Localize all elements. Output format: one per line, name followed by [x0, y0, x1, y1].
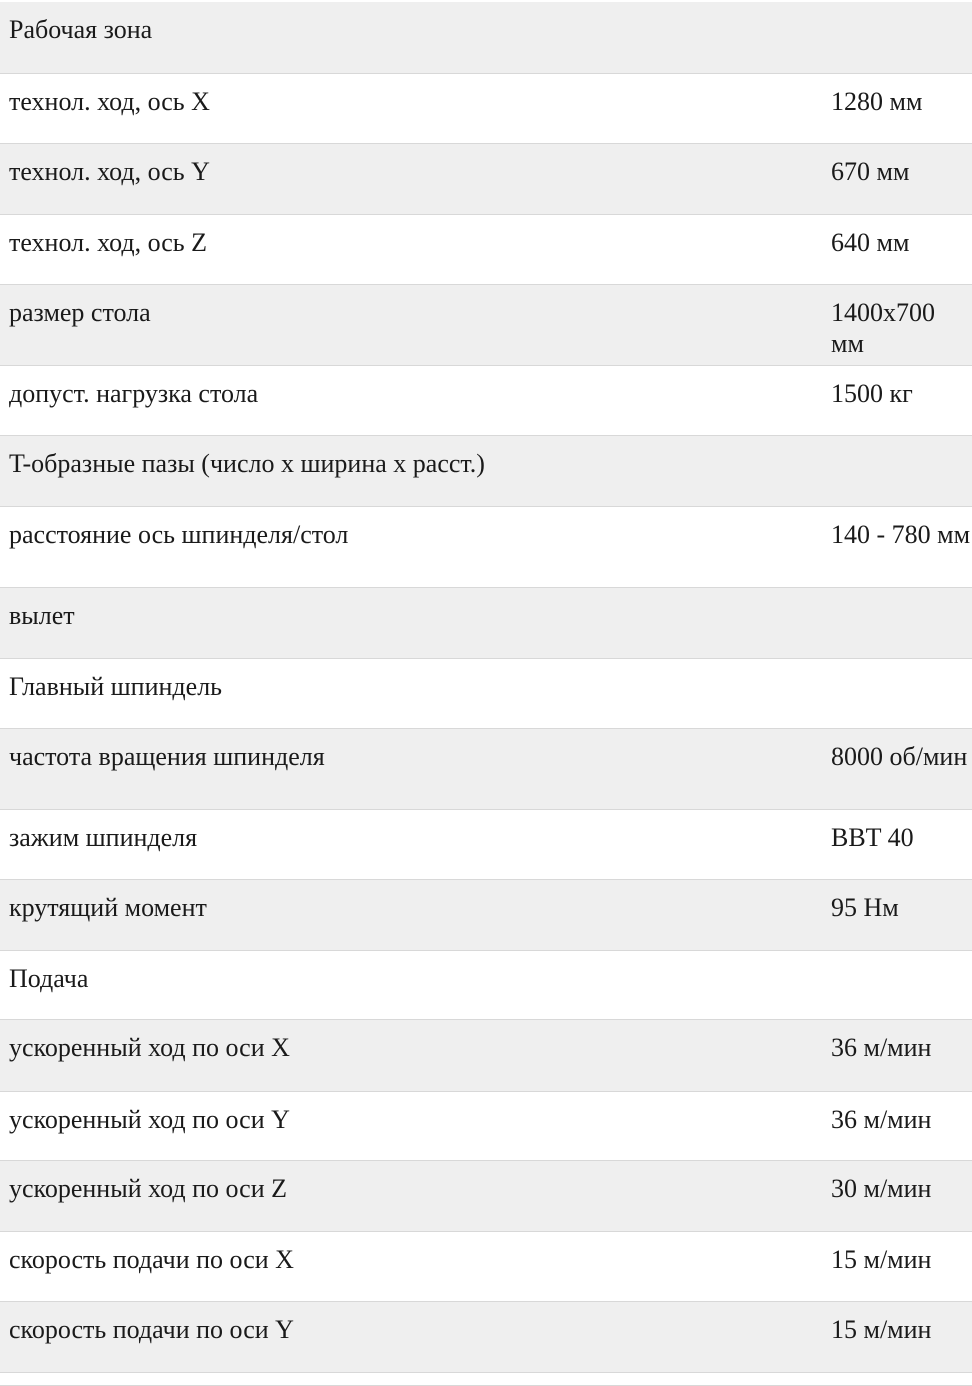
row-label: скорость подачи по оси X [9, 1244, 294, 1274]
row-value [831, 658, 972, 728]
row-value [831, 1372, 972, 1385]
row-label: вылет [9, 600, 75, 630]
spec-table [0, 2, 972, 1386]
row-label: допуст. нагрузка стола [9, 378, 259, 408]
row-label [0, 1372, 831, 1385]
row-label: Подача [9, 963, 89, 993]
row-value: 1500 кг [831, 378, 913, 408]
row-value [831, 950, 972, 1019]
row-label: крутящий момент [9, 892, 207, 922]
row-label: технол. ход, ось Z [9, 227, 208, 257]
table-row [0, 879, 972, 950]
row-value: 1400x700 мм [831, 297, 935, 358]
row-label: расстояние ось шпинделя/стол [9, 519, 349, 549]
table-row [0, 1372, 972, 1385]
table-row [0, 365, 972, 435]
row-value [831, 587, 972, 658]
row-value: 670 мм [831, 156, 910, 186]
row-value: 36 м/мин [831, 1032, 932, 1062]
row-label: ускоренный ход по оси X [9, 1032, 290, 1062]
row-value: 8000 об/мин [831, 741, 968, 771]
spec-table-body [0, 2, 972, 1385]
table-row [0, 809, 972, 879]
table-row [0, 284, 972, 365]
row-label: технол. ход, ось Y [9, 156, 210, 186]
row-label: T-образные пазы (число x ширина x расст.) [9, 448, 485, 478]
table-row [0, 1019, 972, 1091]
row-value [831, 2, 972, 73]
table-row [0, 1160, 972, 1231]
table-row [0, 950, 972, 1019]
row-value: BBT 40 [831, 822, 914, 852]
table-row [0, 73, 972, 143]
table-row [0, 1301, 972, 1372]
table-row [0, 214, 972, 284]
row-label: скорость подачи по оси Y [9, 1314, 294, 1344]
row-value: 15 м/мин [831, 1244, 932, 1274]
row-value: 95 Нм [831, 892, 899, 922]
table-row [0, 435, 972, 506]
row-label: ускоренный ход по оси Z [9, 1173, 287, 1203]
row-value: 30 м/мин [831, 1173, 932, 1203]
row-value: 640 мм [831, 227, 910, 257]
row-value: 1280 мм [831, 86, 923, 116]
table-row [0, 2, 972, 73]
row-label: размер стола [9, 297, 151, 327]
table-row [0, 143, 972, 214]
row-value: 15 м/мин [831, 1314, 932, 1344]
row-label: технол. ход, ось X [9, 86, 210, 116]
table-row [0, 658, 972, 728]
row-label: зажим шпинделя [9, 822, 198, 852]
table-row [0, 728, 972, 809]
row-value: 140 - 780 мм [831, 519, 971, 549]
table-row [0, 1231, 972, 1301]
row-label: Главный шпиндель [9, 671, 223, 701]
row-value [831, 435, 972, 506]
row-label: частота вращения шпинделя [9, 741, 325, 771]
table-row [0, 506, 972, 587]
row-label: Рабочая зона [9, 15, 153, 44]
table-row [0, 587, 972, 658]
row-label: ускоренный ход по оси Y [9, 1104, 290, 1134]
table-row [0, 1091, 972, 1160]
row-value: 36 м/мин [831, 1104, 932, 1134]
